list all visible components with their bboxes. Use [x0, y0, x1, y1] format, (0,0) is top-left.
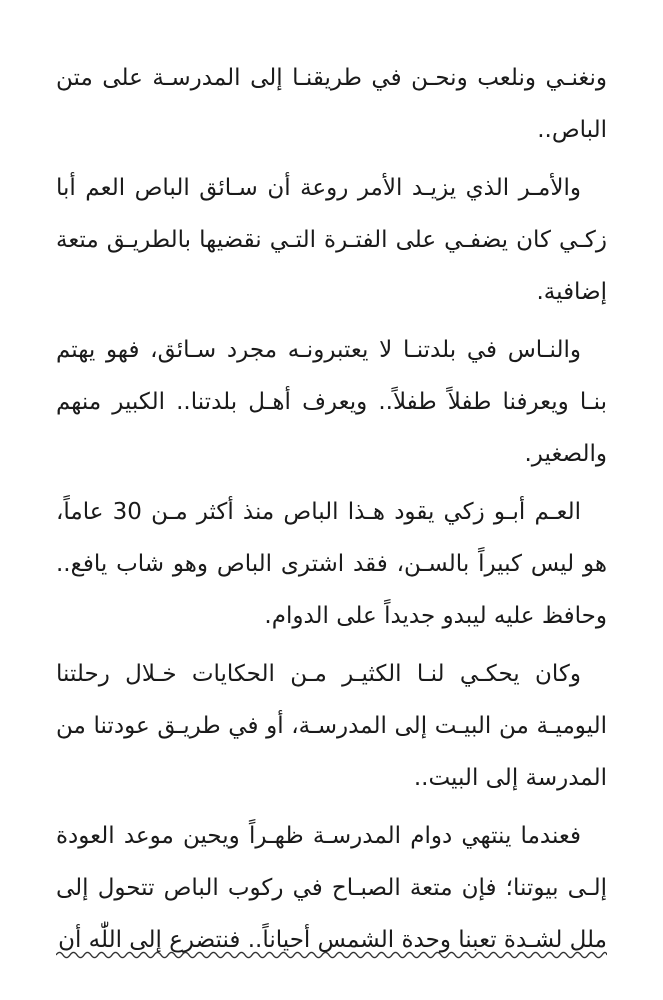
paragraph: العـم أبـو زكي يقود هـذا الباص منذ أكثر مـن 30 عاماً، هو ليس كبيراً بالسـن، فقد اشترى الباص وهو شاب يافع.. وحافظ عليه ليبدو جديداً على الدوام.	[56, 499, 607, 629]
paragraph: فعندما ينتهي دوام المدرسـة ظهـراً ويحين موعد العودة إلـى بيوتنا؛ فإن متعة الصبـاح في ركوب الباص تتحول إلى ملل لشـدة تعبنا وحدة الشمس أحياناً.. فنتضرع إلى اللّٰه أن	[56, 823, 607, 953]
paragraph: وكان يحكـي لنـا الكثيـر مـن الحكايات خـلال رحلتنا اليوميـة من البيـت إلى المدرسـة، أو في طريـق عودتنا من المدرسة إلى البيت..	[56, 661, 607, 791]
text-body	[56, 52, 607, 966]
wavy-divider-line	[56, 952, 607, 957]
wavy-divider	[56, 948, 607, 962]
paragraph: والأمـر الذي يزيـد الأمر روعة أن سـائق الباص العم أبا زكـي كان يضفـي على الفتـرة التـي نقضيها بالطريـق متعة إضافية.	[56, 175, 607, 305]
paragraph: والنـاس في بلدتنـا لا يعتبرونـه مجرد سـائق، فهو يهتم بنـا ويعرفنا طفلاً طفلاً.. ويعرف أهـل بلدتنا.. الكبير منهم والصغير.	[56, 337, 607, 467]
paragraph: ونغنـي ونلعب ونحـن في طريقنـا إلى المدرسـة على متن الباص..	[56, 65, 607, 143]
